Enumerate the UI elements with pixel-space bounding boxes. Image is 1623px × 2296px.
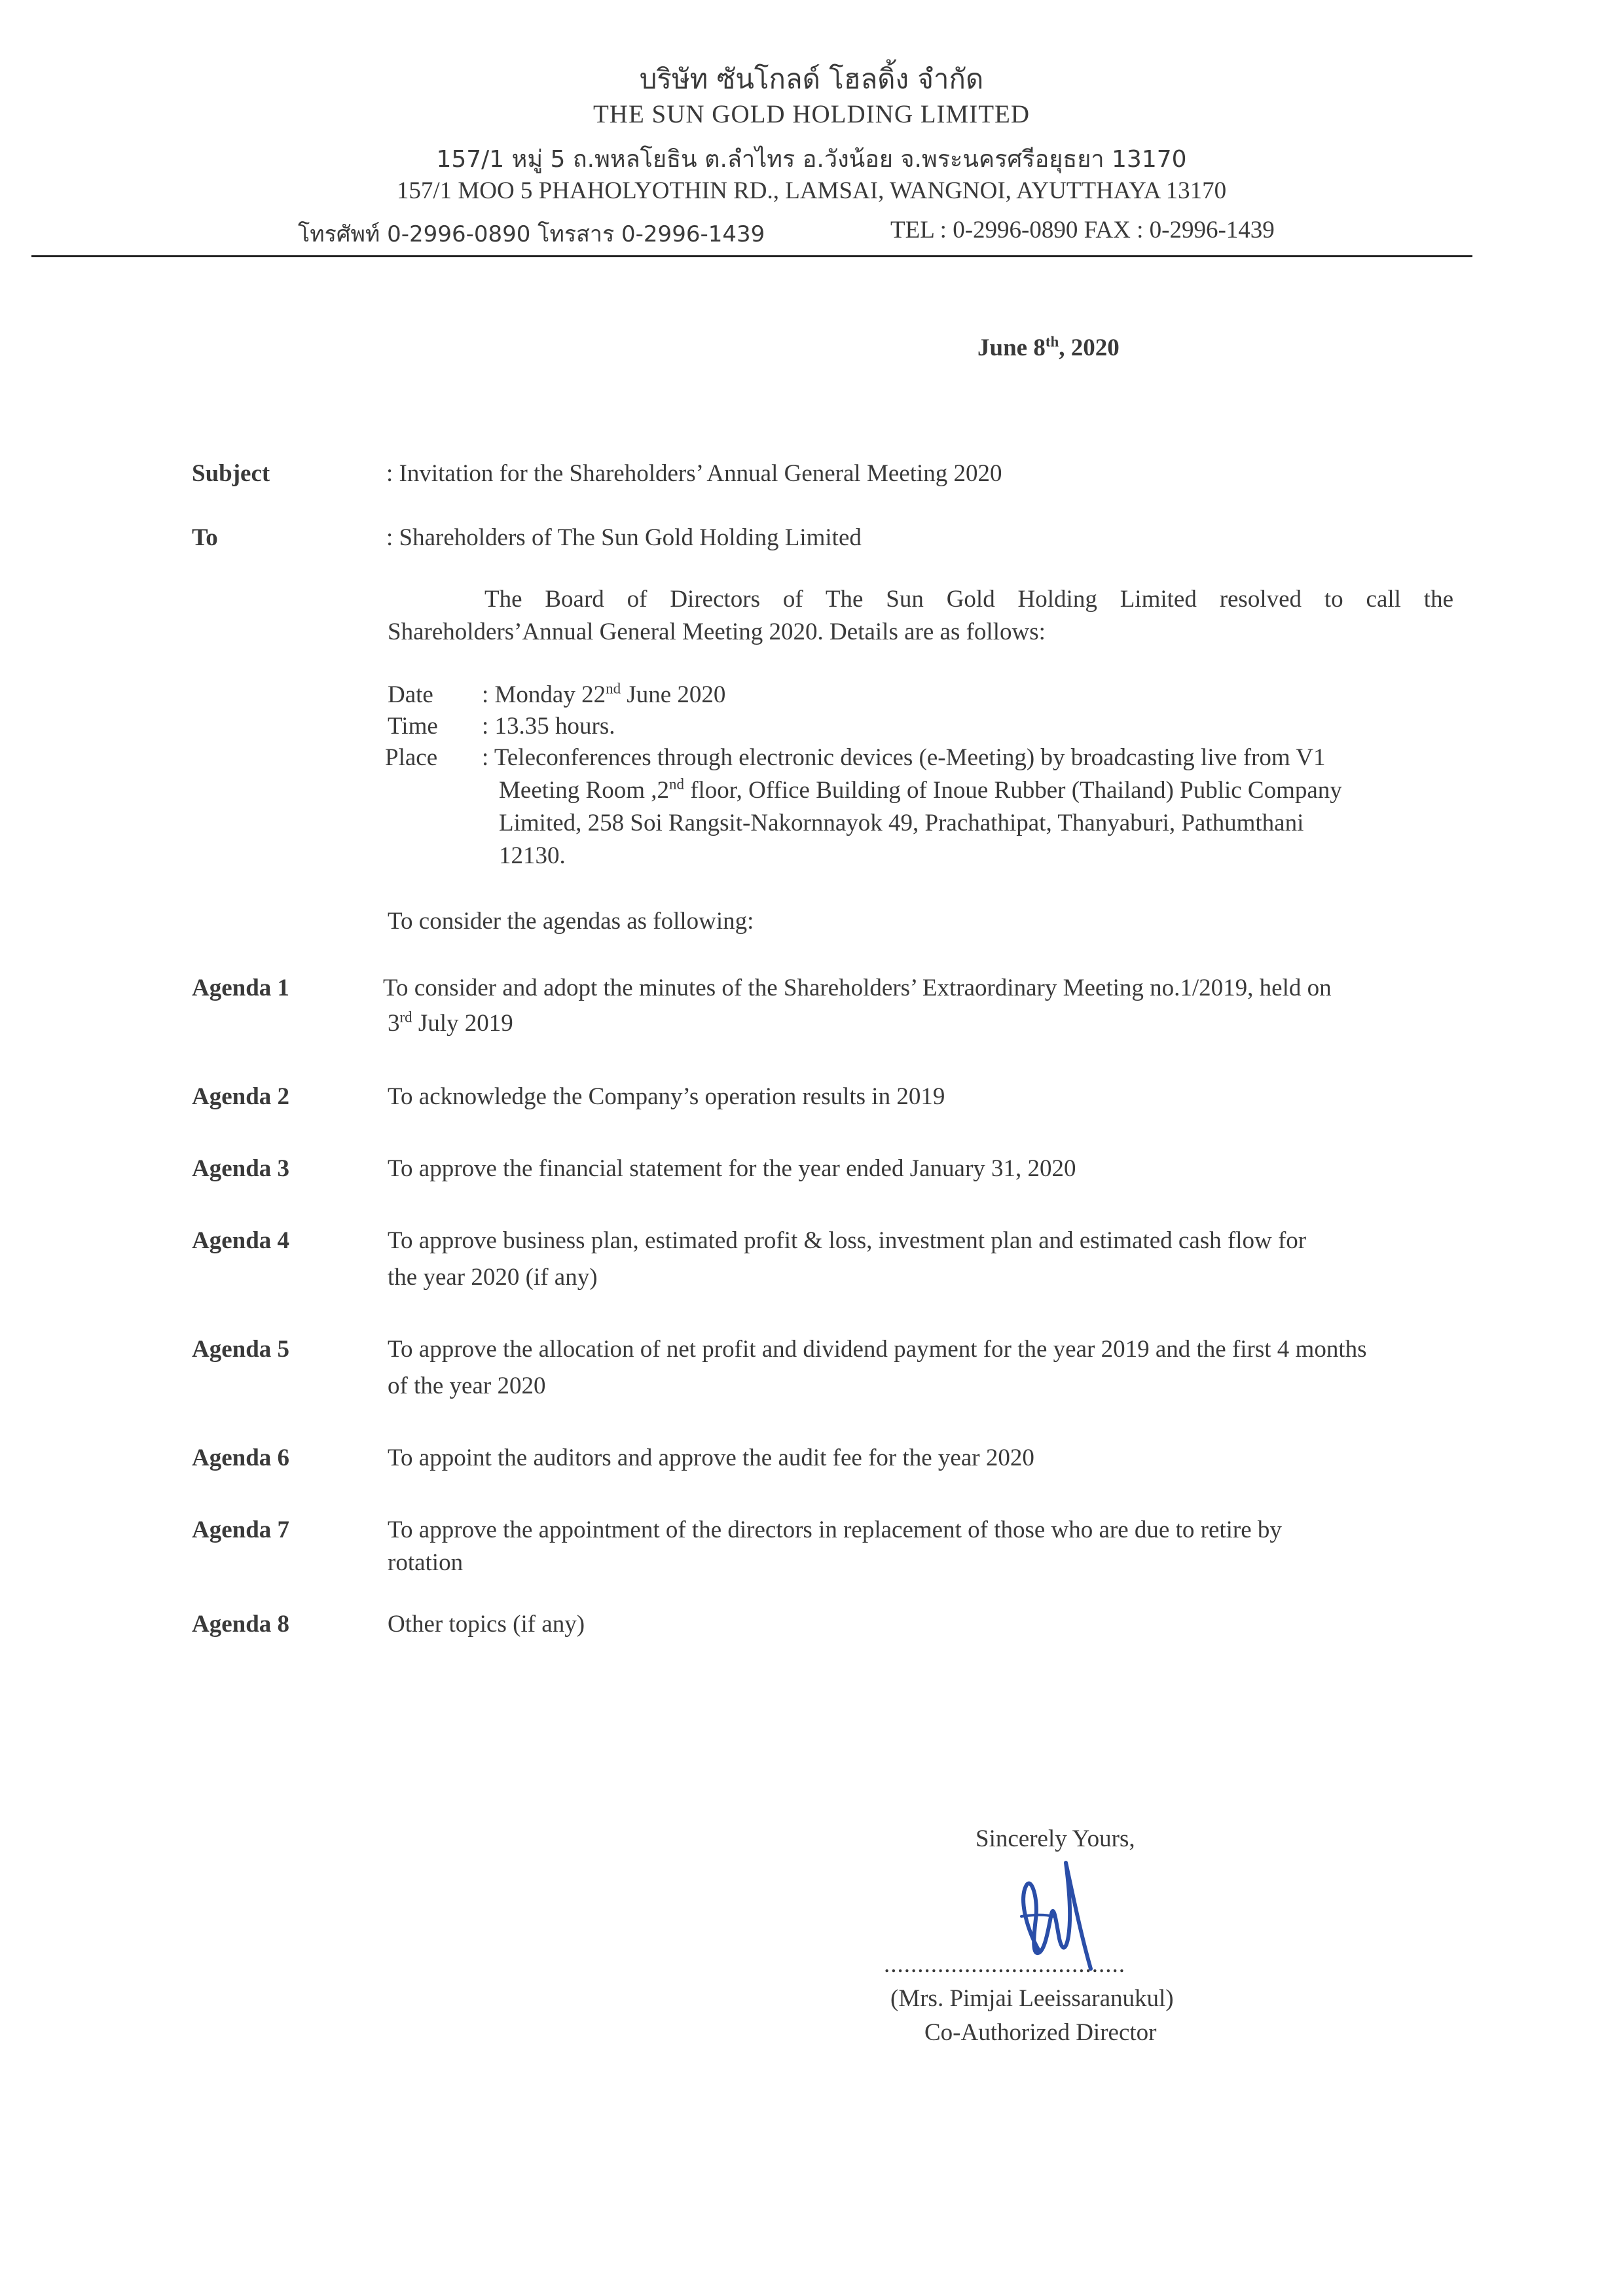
agenda-text-line-2: the year 2020 (if any) — [388, 1264, 598, 1291]
agenda-label: Agenda 8 — [192, 1611, 290, 1638]
subject-label: Subject — [192, 460, 270, 487]
agenda-text-line-1: Other topics (if any) — [388, 1611, 585, 1638]
detail-place-line-1: : Teleconferences through electronic devices (e-Meeting) by broadcasting live from V1 — [482, 744, 1326, 771]
signatory-name: (Mrs. Pimjai Leeissaranukul) — [890, 1985, 1174, 2012]
detail-date-label: Date — [388, 681, 433, 708]
agenda-text-line-1: To approve the appointment of the directors in replacement of those who are due to retire by — [388, 1516, 1282, 1543]
signature-line: .................................... — [884, 1951, 1125, 1978]
agenda-text-line-1: To consider and adopt the minutes of the Shareholders’ Extraordinary Meeting no.1/2019, held on — [383, 975, 1332, 1001]
subject-text: : Invitation for the Shareholders’ Annual General Meeting 2020 — [386, 460, 1002, 487]
agenda-text-line-2: rotation — [388, 1549, 464, 1576]
agenda-label: Agenda 6 — [192, 1444, 290, 1471]
address-english: 157/1 MOO 5 PHAHOLYOTHIN RD., LAMSAI, WANGNOI, AYUTTHAYA 13170 — [396, 177, 1227, 204]
agenda-label: Agenda 2 — [192, 1083, 290, 1110]
closing-salutation: Sincerely Yours, — [976, 1825, 1135, 1852]
agenda-text-line-2: 3rd July 2019 — [388, 1009, 513, 1037]
agenda-text-line-2: of the year 2020 — [388, 1372, 546, 1399]
detail-place-line-2: Meeting Room ,2nd floor, Office Building of Inoue Rubber (Thailand) Public Company — [499, 776, 1342, 804]
company-name-thai: บริษัท ซันโกลด์ โฮลดิ้ง จำกัด — [639, 63, 984, 95]
agenda-label: Agenda 4 — [192, 1227, 290, 1254]
detail-place-line-3: Limited, 258 Soi Rangsit-Nakornnayok 49, Prachathipat, Thanyaburi, Pathumthani — [499, 810, 1304, 836]
agenda-text-line-1: To approve the allocation of net profit and dividend payment for the year 2019 and the first 4 months — [388, 1336, 1367, 1363]
agenda-label: Agenda 1 — [192, 975, 290, 1001]
intro-line-1: The Board of Directors of The Sun Gold Holding Limited resolved to call the — [484, 586, 1453, 613]
detail-place-line-4: 12130. — [499, 842, 566, 869]
agenda-label: Agenda 5 — [192, 1336, 290, 1363]
agenda-text-line-1: To approve business plan, estimated profit & loss, investment plan and estimated cash flow for — [388, 1227, 1307, 1254]
agenda-text-line-1: To approve the financial statement for the year ended January 31, 2020 — [388, 1155, 1076, 1182]
detail-place-label: Place — [385, 744, 438, 771]
detail-time-value: : 13.35 hours. — [482, 713, 615, 740]
address-thai: 157/1 หมู่ 5 ถ.พหลโยธิน ต.ลำไทร อ.วังน้อย จ.พระนครศรีอยุธยา 13170 — [436, 146, 1187, 173]
letter-date: June 8th, 2020 — [977, 333, 1120, 361]
to-label: To — [192, 524, 218, 551]
agenda-label: Agenda 7 — [192, 1516, 290, 1543]
signatory-title: Co-Authorized Director — [924, 2019, 1157, 2046]
detail-time-label: Time — [388, 713, 438, 740]
detail-date-value: : Monday 22nd June 2020 — [482, 680, 726, 708]
phone-fax-english: TEL : 0-2996-0890 FAX : 0-2996-1439 — [890, 217, 1275, 243]
to-text: : Shareholders of The Sun Gold Holding Limited — [386, 524, 862, 551]
consider-agendas-text: To consider the agendas as following: — [388, 908, 754, 935]
agenda-label: Agenda 3 — [192, 1155, 290, 1182]
agenda-text-line-1: To appoint the auditors and approve the audit fee for the year 2020 — [388, 1444, 1034, 1471]
phone-fax-thai: โทรศัพท์ 0-2996-0890 โทรสาร 0-2996-1439 — [298, 221, 765, 247]
letterhead-divider — [31, 255, 1472, 257]
agenda-text-line-1: To acknowledge the Company’s operation results in 2019 — [388, 1083, 945, 1110]
company-name-english: THE SUN GOLD HOLDING LIMITED — [593, 100, 1030, 128]
intro-line-2: Shareholders’Annual General Meeting 2020. Details are as follows: — [388, 619, 1046, 645]
